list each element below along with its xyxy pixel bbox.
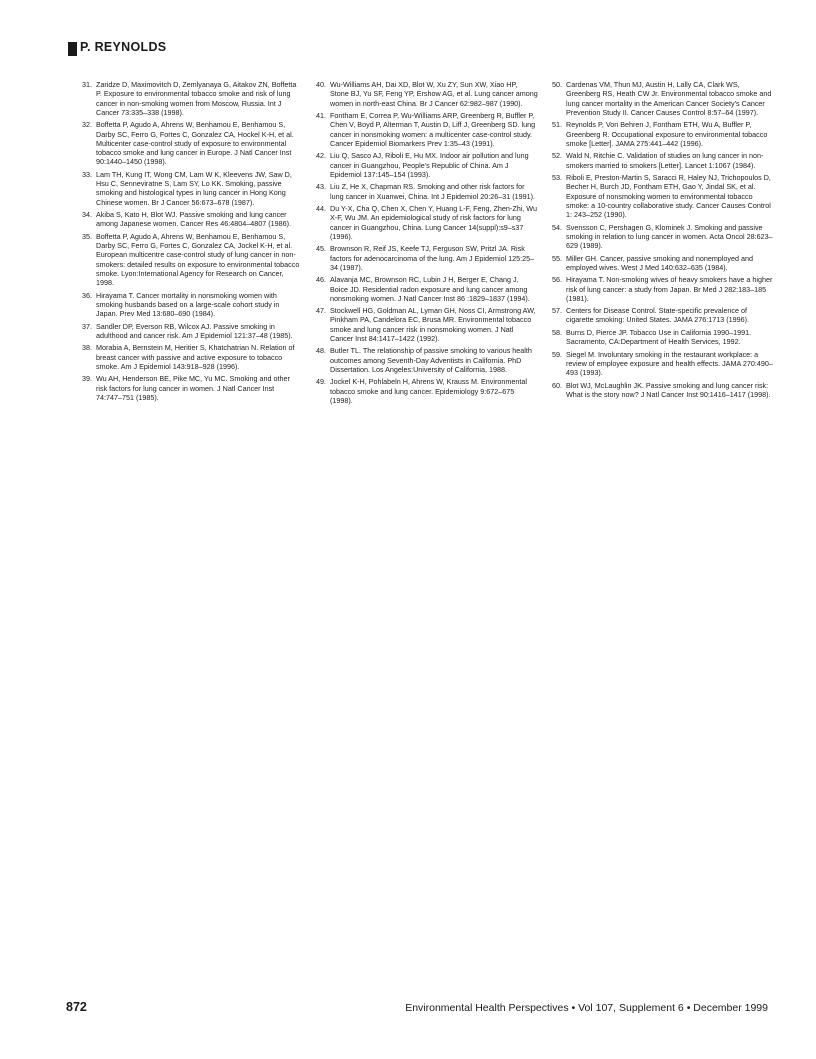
reference-text: Morabia A, Bernstein M, Heritier S, Khatchatrian N. Relation of breast cancer with passive and active exposure to tobacco smoke. Am J Epidemiol 143:918–928 (1996). [96, 343, 295, 371]
reference-text: Sandler DP, Everson RB, Wilcox AJ. Passive smoking in adulthood and cancer risk. Am J Epidemiol 121:37–48 (1985). [96, 321, 293, 340]
reference-item [82, 80, 302, 117]
reference-item [82, 120, 302, 166]
reference-text: Liu Q, Sasco AJ, Riboli E, Hu MX. Indoor air pollution and lung cancer in Guangzhou, People’s Republic of China. Am J Epidemiol 137:145–154 (1993). [330, 151, 529, 179]
reference-text: Hirayama T. Non-smoking wives of heavy smokers have a higher risk of lung cancer: a study from Japan. Br Med J 282:183–185 (1981). [566, 275, 773, 303]
page-number: 872 [66, 1000, 87, 1014]
reference-text: Jockel K-H, Pohlabeln H, Ahrens W, Krauss M. Environmental tobacco smoke and lung cancer. Epidemiology 9:672–675 (1998). [330, 377, 527, 406]
reference-item [82, 210, 302, 229]
reference-text: Butler TL. The relationship of passive smoking to various health outcomes among Seventh-Day Adventists in California. PhD Dissertation. Los Angeles:University of California, 1988. [330, 346, 532, 375]
reference-number: 48. [316, 346, 326, 356]
reference-number: 53. [552, 172, 562, 182]
reference-item [552, 275, 774, 303]
reference-item [316, 346, 538, 374]
reference-item [82, 343, 302, 371]
reference-text: Svensson C, Pershagen G, Klominek J. Smoking and passive smoking in relation to lung cancer in women. Acta Oncol 28:623–629 (1989). [566, 222, 773, 251]
reference-item [552, 120, 774, 148]
reference-text: Wald N, Ritchie C. Validation of studies on lung cancer in non-smokers married to smokers [Letter]. Lancet 1:1067 (1984). [566, 151, 764, 170]
reference-number: 42. [316, 151, 326, 161]
reference-number: 43. [316, 182, 326, 192]
journal-footer: Environmental Health Perspectives • Vol 107, Supplement 6 • December 1999 [405, 1002, 768, 1014]
reference-text: Wu-Williams AH, Dai XD, Blot W, Xu ZY, Sun XW, Xiao HP, Stone BJ, Yu SF, Feng YP, Ershow AG, et al. Lung cancer among women in north-east China. Br J Cancer 62:982–987 (1990). [330, 80, 538, 108]
reference-number: 39. [82, 374, 92, 384]
reference-item [552, 173, 774, 219]
reference-item [316, 151, 538, 179]
reference-text: Miller GH. Cancer, passive smoking and nonemployed and employed wives. West J Med 140:632–635 (1984). [566, 253, 753, 272]
references-column-1 [82, 80, 302, 405]
reference-text: Boffetta P, Agudo A, Ahrens W, Benhamou E, Benhamou S, Darby SC, Ferro G, Fortes C, Gonzalez CA, Jockel K-H, et al. European multicentre case-control study of lung cancer in non-smokers: detailed results on exposure to environmental tobacco smoke. Lyon:International Agency for Research on Cancer, 1998. [96, 231, 300, 288]
reference-number: 57. [552, 306, 562, 316]
reference-number: 47. [316, 306, 326, 316]
references-column-2 [316, 80, 538, 408]
reference-number: 55. [552, 253, 562, 263]
reference-number: 45. [316, 244, 326, 254]
reference-item [316, 275, 538, 303]
reference-number: 38. [82, 343, 92, 353]
reference-item [552, 350, 774, 378]
reference-item [82, 170, 302, 207]
reference-text: Hirayama T. Cancer mortality in nonsmoking women with smoking husbands based on a large-scale cohort study in Japan. Prev Med 13:680–690 (1984). [96, 290, 280, 319]
reference-text: Blot WJ, McLaughlin JK. Passive smoking and lung cancer risk: What is the story now? J Natl Cancer Inst 90:1416–1417 (1998). [566, 380, 771, 399]
reference-item [316, 204, 538, 241]
reference-number: 31. [82, 80, 92, 89]
reference-item [316, 306, 538, 343]
reference-text: Reynolds P, Von Behren J, Fontham ETH, Wu A, Buffler P, Greenberg R. Occupational exposure to environmental tobacco smoke [Letter]. JAMA 275:441–442 (1996). [566, 120, 768, 148]
reference-item [316, 377, 538, 405]
reference-text: Alavanja MC, Brownson RC, Lubin J H, Berger E, Chang J, Boice JD. Residential radon exposure and lung cancer among nonsmoking women. J Natl Cancer Inst 86 :1829–1837 (1994). [330, 275, 530, 303]
reference-number: 33. [82, 169, 92, 179]
reference-text: Zaridze D, Maximovitch D, Zemlyanaya G, Aitakov ZN, Boffetta P. Exposure to environmental tobacco smoke and risk of lung cancer in non-smoking women from Moscow, Russia. Int J Cancer 73:335–338 (1998). [96, 80, 297, 117]
reference-number: 60. [552, 380, 562, 390]
reference-text: Lam TH, Kung IT, Wong CM, Lam W K, Kleevens JW, Saw D, Hsu C, Senneviratne S, Lam SY, Lo KK. Smoking, passive smoking and histological types in lung cancer in Hong Kong Chinese women. Br J Cancer 56:673–678 (1987). [96, 169, 292, 207]
reference-item [552, 381, 774, 400]
reference-item [82, 232, 302, 288]
reference-number: 50. [552, 80, 562, 89]
reference-item [552, 328, 774, 347]
reference-item [552, 223, 774, 251]
reference-text: Wu AH, Henderson BE, Pike MC, Yu MC. Smoking and other risk factors for lung cancer in women. J Natl Cancer Inst 74:747–751 (1985). [96, 374, 290, 402]
reference-number: 41. [316, 110, 326, 120]
reference-item [552, 151, 774, 170]
reference-number: 35. [82, 231, 92, 241]
reference-number: 46. [316, 275, 326, 285]
reference-text: Liu Z, He X, Chapman RS. Smoking and other risk factors for lung cancer in Xuanwei, China. Int J Epidemiol 20:26–31 (1991). [330, 182, 535, 201]
reference-item [552, 254, 774, 273]
references-column-3 [552, 80, 774, 402]
reference-text: Cardenas VM, Thun MJ, Austin H, Lally CA, Clark WS, Greenberg RS, Heath CW Jr. Environmental tobacco smoke and lung cancer mortality in the American Cancer Society’s Cancer Prevention Study II. Cancer Causes Control 8:57–64 (1997). [566, 80, 772, 117]
reference-number: 51. [552, 120, 562, 130]
reference-text: Boffetta P, Agudo A, Ahrens W, Benhamou E, Benhamou S, Darby SC, Ferro G, Fortes C, Gonzalez CA, Hockel K-H, et al. Multicenter case-control study of exposure to environmental tobacco smoke and lung cancer in Europe. J Natl Cancer Inst 90:1440–1450 (1998). [96, 120, 294, 167]
reference-number: 32. [82, 120, 92, 130]
reference-item [316, 80, 538, 108]
reference-item [552, 80, 774, 117]
reference-number: 36. [82, 290, 92, 300]
reference-number: 52. [552, 151, 562, 161]
reference-number: 56. [552, 275, 562, 285]
reference-text: Centers for Disease Control. State-specific prevalence of cigarette smoking: United States. JAMA 276:1713 (1996). [566, 306, 749, 325]
reference-number: 58. [552, 327, 562, 337]
reference-text: Burns D, Pierce JP. Tobacco Use in California 1990–1991. Sacramento, CA:Department of Health Services, 1992. [566, 327, 752, 347]
reference-item [316, 111, 538, 148]
reference-text: Brownson R, Reif JS, Keefe TJ, Ferguson SW, Pritzl JA. Risk factors for adenocarcinoma of the lung. Am J Epidemiol 125:25–34 (1987). [330, 244, 535, 272]
reference-text: Fontham E, Correa P, Wu-Williams ARP, Greenberg R, Buffler P, Chen V, Boyd P, Alterman T, Austin D, Liff J, Greenberg SD. lung cancer in nonsmoking women: a multicenter case-control study. Cancer Epidemiol Biomarkers Prev 1:35–43 (1991). [330, 110, 536, 148]
reference-item [82, 322, 302, 341]
reference-number: 44. [316, 203, 326, 213]
reference-item [82, 291, 302, 319]
reference-text: Akiba S, Kato H, Blot WJ. Passive smoking and lung cancer among Japanese women. Cancer Res 46:4804–4807 (1986). [96, 210, 291, 229]
reference-text: Riboli E, Preston-Martin S, Saracci R, Haley NJ, Trichopoulos D, Becher H, Burch JD, Fontham ETH, Gao Y, Jindal SK, et al. Exposure of nonsmoking women to environmental tobacco smoke: a 10-country collaborative study. Cancer Causes Control 1: 243–252 (1990). [566, 172, 771, 220]
reference-text: Stockwell HG, Goldman AL, Lyman GH, Noss CI, Armstrong AW, Pinkham PA, Candelora EC, Brusa MR. Environmental tobacco smoke and lung cancer risk in nonsmoking women. J Natl Cancer Inst 84:1417–1422 (1992). [330, 306, 536, 344]
reference-number: 54. [552, 222, 562, 232]
reference-item [316, 244, 538, 272]
reference-number: 59. [552, 349, 562, 359]
reference-item [552, 306, 774, 325]
reference-number: 49. [316, 377, 326, 387]
reference-text: Siegel M. Involuntary smoking in the restaurant workplace: a review of employee exposure and health effects. JAMA 270:490–493 (1993). [566, 349, 773, 378]
reference-number: 34. [82, 210, 92, 220]
reference-item [82, 374, 302, 402]
reference-number: 37. [82, 321, 92, 331]
header-marker [68, 42, 77, 56]
reference-text: Du Y-X, Cha Q, Chen X, Chen Y, Huang L-F, Feng, Zhen-Zhi, Wu X-F, Wu JM. An epidemiological study of risk factors for lung cancer in Guangzhou, China. Lung Cancer 14(suppl):s9–s37 (1996). [330, 203, 537, 241]
reference-number: 40. [316, 80, 326, 89]
running-header-author: P. REYNOLDS [80, 40, 167, 54]
reference-item [316, 182, 538, 201]
